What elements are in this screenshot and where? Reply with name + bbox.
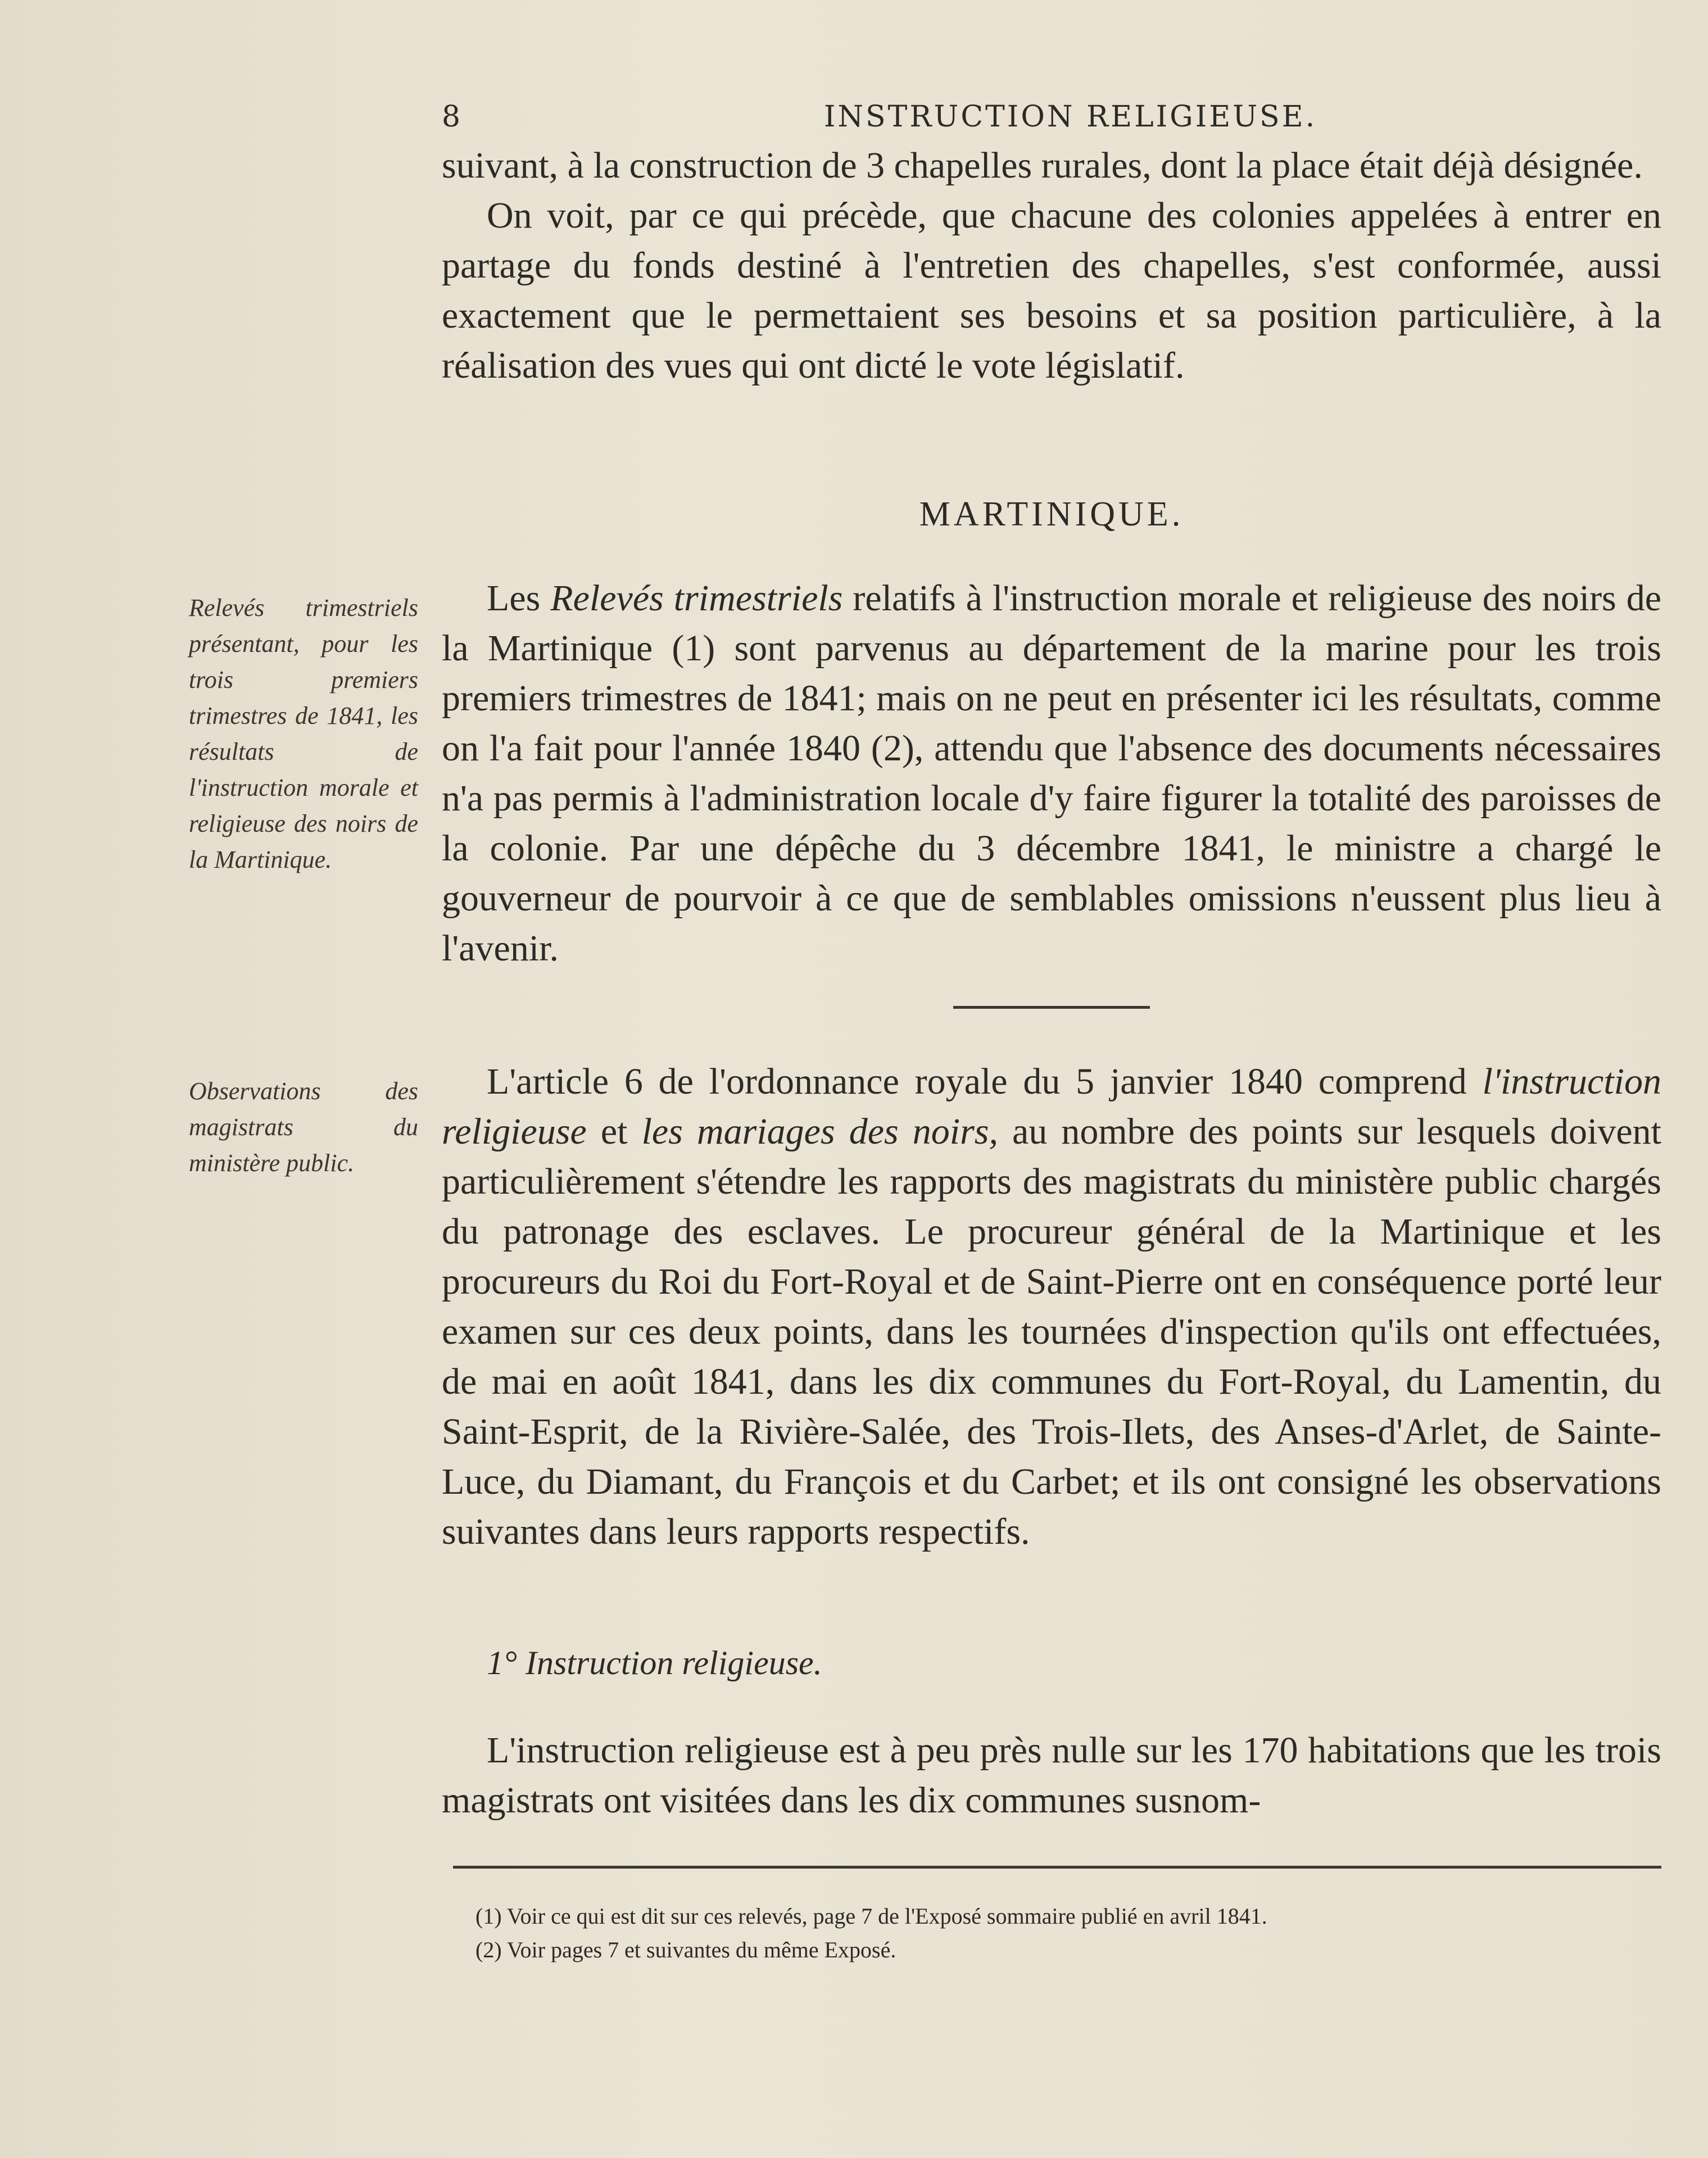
- intro-paragraph: On voit, par ce qui précède, que chacune des colonies appelées à entrer en partage du fonds destiné à l'entretien des chapelles, s'est conformée, aussi exactement que le permettaient ses besoins et sa position particulière, à la réalisation des vues qui ont dicté le vote législatif.: [442, 195, 1661, 386]
- observations-paragraph: L'article 6 de l'ordonnance royale du 5 janvier 1840 comprend l'instruction religieuse et les mariages des noirs, au nombre des points sur lesquels doivent particulièrement s'étendre les rapports des magistrats du ministère public chargés du patronage des esclaves. Le procureur général de la Martinique et les procureurs du Roi du Fort-Royal et de Saint-Pierre ont en conséquence porté leur examen sur ces deux points, dans les tournées d'inspection qu'ils ont effectuées, de mai en août 1841, dans les dix communes du Fort-Royal, du Lamentin, du Saint-Esprit, de la Rivière-Salée, des Trois-Ilets, des Anses-d'Arlet, de Sainte-Luce, du Diamant, du François et du Carbet; et ils ont consigné les observations suivantes dans leurs rapports respectifs.: [442, 1061, 1661, 1552]
- religious-paragraph: L'instruction religieuse est à peu près nulle sur les 170 habitations que les trois magistrats ont visitées dans les dix communes susnom-: [442, 1730, 1661, 1821]
- releves-italic: Relevés trimestriels: [550, 578, 843, 619]
- margin-note-releves: Relevés trimestriels présentant, pour les trois premiers trimestres de 1841, les résultats de l'instruction morale et religieuse des noirs de la Martinique.: [189, 594, 418, 873]
- intro-block: [442, 140, 1661, 391]
- subheading: 1° Instruction religieuse.: [487, 1644, 822, 1681]
- continuation-text: suivant, à la construction de 3 chapelles rurales, dont la place était déjà désignée.: [442, 145, 1643, 186]
- page-header: [442, 100, 1661, 139]
- observations-italic-2: les mariages des noirs,: [641, 1111, 998, 1152]
- section-divider: [953, 1006, 1150, 1009]
- releves-paragraph: Les Relevés trimestriels relatifs à l'instruction morale et religieuse des noirs de la Martinique (1) sont parvenus au département de la marine pour les trois premiers trimestres de 1841; mais on ne peut en présenter ici les résultats, comme on l'a fait pour l'année 1840 (2), attendu que l'absence des documents nécessaires n'a pas permis à l'administration locale d'y faire figurer la totalité des paroisses de la colonie. Par une dépêche du 3 décembre 1841, le ministre a chargé le gouverneur de pourvoir à ce que de semblables omissions n'eussent plus lieu à l'avenir.: [442, 578, 1662, 969]
- footnote-2: (2) Voir pages 7 et suivantes du même Exposé.: [475, 1937, 896, 1962]
- margin-note-observations: Observations des magistrats du ministère public.: [189, 1077, 418, 1177]
- observations-italic-1: l'instruction religieuse: [442, 1061, 1661, 1152]
- footnote-rule: [453, 1866, 1661, 1869]
- page-number: 8: [442, 100, 461, 134]
- footnotes: [475, 1899, 1656, 1967]
- running-title: INSTRUCTION RELIGIEUSE.: [824, 100, 1317, 134]
- section-title: MARTINIQUE.: [919, 495, 1184, 533]
- religious-block: [442, 1725, 1661, 1825]
- footnote-1: (1) Voir ce qui est dit sur ces relevés, page 7 de l'Exposé sommaire publié en avril 1841.: [475, 1903, 1267, 1929]
- releves-block: [442, 573, 1661, 973]
- observations-block: [442, 1057, 1661, 1557]
